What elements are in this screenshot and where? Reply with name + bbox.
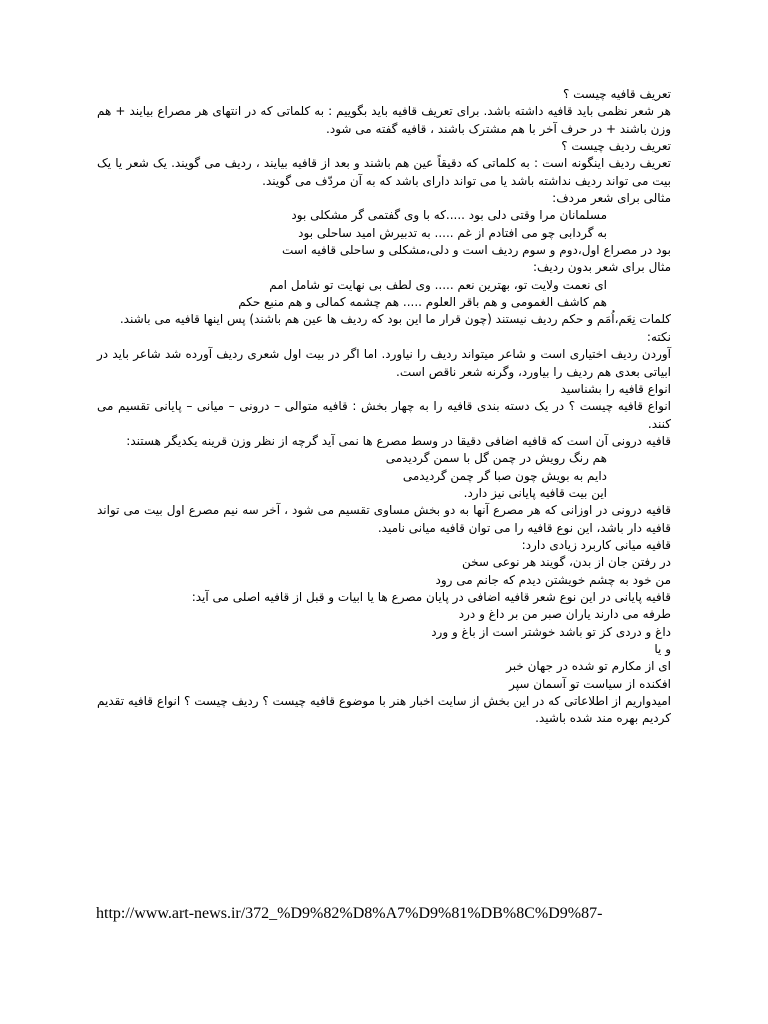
paragraph: نکته:	[646, 329, 671, 344]
verse-line: به گردابی چو می افتادم از غم ..... به تدبیرش امید ساحلی بود	[298, 225, 607, 240]
paragraph: ای از مکارم تو شده در جهان خبر	[506, 659, 671, 674]
verse-line: دایم به بویش چون صبا گر چمن گردیدمی	[402, 468, 607, 483]
paragraph: قافیه درونی در اوزانی که هر مصرع آنها به دو بخش مساوی تقسیم می شود ، آخر سه نیم مصرع اول بیت می تواند قافیه دار باشد، این نوع قافیه را می توان قافیه میانی نامید.	[97, 503, 671, 535]
paragraph: مثالی برای شعر مردف:	[552, 191, 671, 206]
verse-line: مسلمانان مرا وقتی دلی بود .....که با وی گفتمی گر مشکلی بود	[291, 208, 607, 223]
paragraph: تعریف ردیف چیست ؟	[561, 139, 671, 154]
verse-line: این بیت قافیه پایانی نیز دارد.	[463, 485, 607, 500]
source-url: http://www.art-news.ir/372_%D9%82%D8%A7%D9%81%DB%8C%D9%87-	[96, 905, 603, 922]
paragraph: تعریف ردیف اینگونه است : به کلماتی که دقیقاً عین هم باشند و بعد از قافیه بیایند ، ردیف می گویند. یک شعر یا یک بیت می تواند ردیف نداشته باشد یا می تواند دارای باشد که به آن مردّف می گویند.	[97, 156, 671, 188]
verse-line: هم کاشف الغمومی و هم باقر العلوم ..... هم چشمه کمالی و هم منبع حکم	[238, 295, 607, 310]
paragraph: و یا	[654, 642, 671, 656]
paragraph: در رفتن جان از بدن، گویند هر نوعی سخن	[461, 555, 671, 570]
paragraph: افکنده از سیاست تو آسمان سپر	[509, 676, 671, 691]
paragraph: داغ و دردی کز تو باشد خوشتر است از باغ و ورد	[431, 624, 671, 639]
paragraph: قافیه پایانی در این نوع شعر قافیه اضافی در پایان مصرع ها یا ابیات و قبل از قافیه اصلی می آید:	[191, 589, 671, 604]
paragraph: هر شعر نظمی باید قافیه داشته باشد. برای تعریف قافیه باید بگوییم : به کلماتی که در انتهای هر مصراع بیایند + هم وزن باشند + در حرف آخر با هم مشترک باشند ، قافیه گفته می شود.	[97, 104, 671, 136]
paragraph: انواع قافیه چیست ؟ در یک دسته بندی قافیه را به چهار بخش : قافیه متوالی – درونی – میانی – پایانی تقسیم می کنند.	[97, 399, 671, 431]
paragraph: تعریف قافیه چیست ؟	[562, 87, 671, 101]
paragraph: قافیه میانی کاربرد زیادی دارد:	[521, 537, 671, 552]
article-body	[97, 86, 671, 728]
paragraph: انواع قافیه را بشناسید	[560, 381, 671, 396]
paragraph: آوردن ردیف اختیاری است و شاعر میتواند ردیف را نیاورد. اما اگر در بیت اول شعری ردیف آورده شد شاعر باید در ابیاتی بعدی هم ردیف را بیاورد، وگرنه شعر ناقص است.	[97, 347, 671, 379]
paragraph: طرفه می دارند یاران صبر من بر داغ و درد	[458, 607, 671, 622]
paragraph: بود در مصراع اول،دوم و سوم ردیف است و دلی،مشکلی و ساحلی قافیه است	[281, 243, 671, 258]
verse-line: هم رنگ رویش در چمن گل با سمن گردیدمی	[385, 451, 607, 466]
paragraph: مثال برای شعر بدون ردیف:	[532, 260, 671, 275]
paragraph: امیدواریم از اطلاعاتی که در این بخش از سایت اخبار هنر با موضوع قافیه چیست ؟ ردیف چیست ؟ انواع قافیه تقدیم کردیم بهره مند شده باشید.	[97, 694, 671, 726]
paragraph: کلمات نِعَم،اُمَم و حکم ردیف نیستند (چون قرار ما این بود که ردیف ها عین هم باشند) پس اینها قافیه می باشند.	[119, 312, 671, 327]
verse-line: ای نعمت ولایت تو، بهترین نعم ..... وی لطف بی نهایت تو شامل امم	[269, 277, 607, 292]
paragraph: من خود به چشم خویشتن دیدم که جانم می رود	[435, 572, 671, 587]
paragraph: قافیه درونی آن است که قافیه اضافی دقیقا در وسط مصرع ها نمی آید گرچه از نظر وزن قرینه یکدیگر هستند:	[126, 433, 671, 448]
